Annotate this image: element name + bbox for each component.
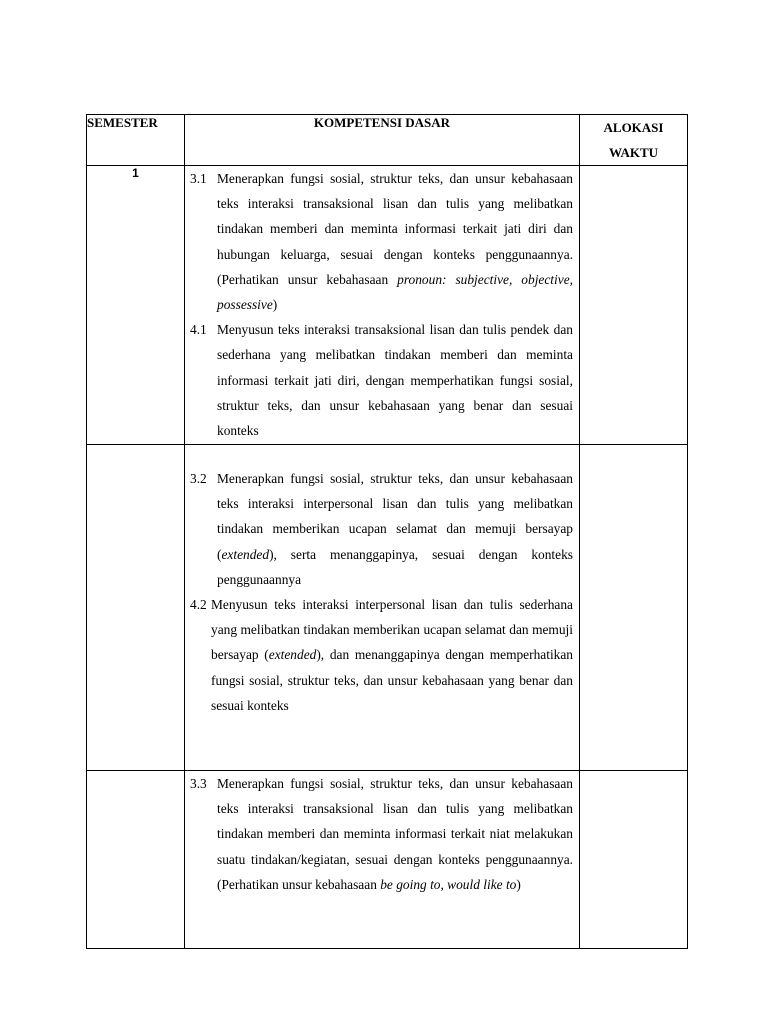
kd-number: 4.2 [190,597,207,613]
kd-tail: ), serta menanggapinya, sesuai dengan konteks penggunaannya [217,546,573,587]
kd-text: Menerapkan fungsi sosial, struktur teks, dan unsur kebahasaan teks interaksi transaksional lisan dan tulis yang melibatkan tindakan memberi dan meminta informasi terkait niat melakukan suatu tindakan/kegiatan, sesuai dengan konteks penggunaannya. (Perhatikan unsur kebahasaan [217,776,573,892]
kd-tail: ) [272,297,278,313]
kd-item [185,771,573,897]
semester-cell [87,771,185,949]
kd-item [185,317,573,443]
table-row [87,166,688,445]
table-row [87,771,688,949]
kompetensi-cell [185,771,580,949]
kompetensi-cell [185,445,580,771]
alokasi-cell [580,166,688,445]
header-alokasi-waktu [580,115,688,166]
kd-tail: ), dan menanggapinya dengan memperhatikan fungsi sosial, struktur teks, dan unsur kebahasaan yang benar dan sesuai konteks [211,647,573,713]
alokasi-cell [580,445,688,771]
table-row [87,445,688,771]
kd-text: Menerapkan fungsi sosial, struktur teks, dan unsur kebahasaan teks interaksi interpersonal lisan dan tulis yang melibatkan tindakan memberikan ucapan selamat dan memuji bersayap ( [217,471,573,562]
table-header-row [87,115,688,166]
kd-text: Menyusun teks interaksi interpersonal lisan dan tulis sederhana yang melibatkan tindakan memberikan ucapan selamat dan memuji bersayap ( [211,597,573,663]
header-kompetensi-dasar: KOMPETENSI DASAR [185,115,580,166]
kd-text: Menerapkan fungsi sosial, struktur teks, dan unsur kebahasaan teks interaksi transaksional lisan dan tulis yang melibatkan tindakan memberi dan meminta informasi terkait jati diri dan hubungan keluarga, sesuai dengan konteks penggunaannya. (Perhatikan unsur kebahasaan [217,171,573,287]
kd-number: 3.1 [190,171,207,186]
kd-tail: ) [516,876,521,892]
kd-italic: extended [268,647,317,663]
kd-number: 4.1 [190,322,207,338]
kd-number: 3.3 [190,776,207,791]
kd-italic: be going to, would like to [380,876,517,892]
kompetensi-table [86,114,688,949]
kd-number: 3.2 [190,471,207,486]
kd-italic: pronoun: subjective, objective, possessive [217,271,573,313]
kd-item [185,166,573,317]
semester-cell: 1 [87,166,185,445]
header-alokasi-line1: ALOKASI [603,120,664,135]
semester-cell [87,445,185,771]
kd-text: Menyusun teks interaksi transaksional lisan dan tulis pendek dan sederhana yang melibatkan tindakan memberi dan meminta informasi terkait jati diri, dengan memperhatikan fungsi sosial, struktur teks, dan unsur kebahasaan yang benar dan sesuai konteks [217,322,573,439]
alokasi-cell [580,771,688,949]
kd-italic: extended [221,546,270,562]
header-alokasi-line2: WAKTU [608,145,659,160]
kd-item [185,592,573,718]
kompetensi-cell [185,166,580,445]
kd-item [185,466,573,592]
header-semester: SEMESTER [87,115,185,166]
